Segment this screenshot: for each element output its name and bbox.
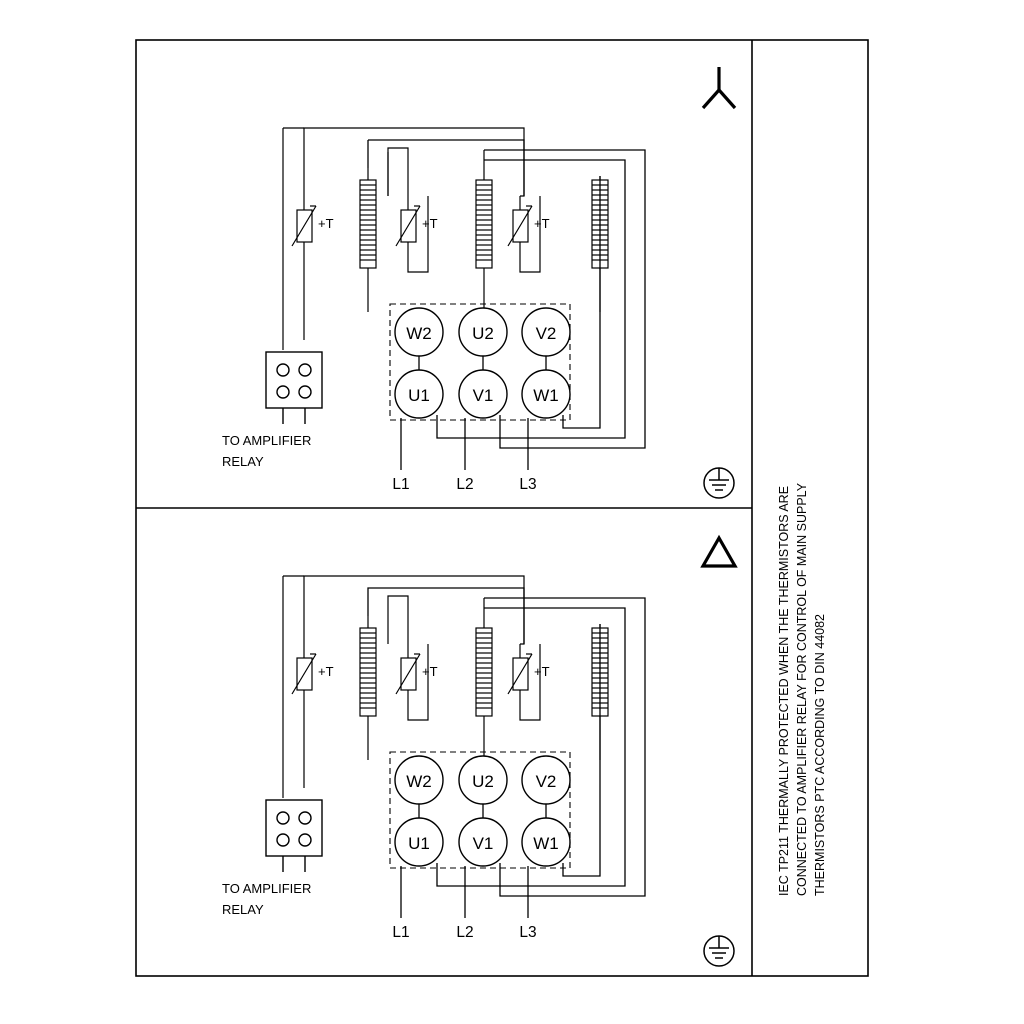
terminal-label-w2: W2: [406, 772, 432, 791]
phase-label-l2: L2: [456, 476, 474, 493]
note-line-3: THERMISTORS PTC ACCORDING TO DIN 44082: [813, 613, 827, 896]
winding-coils: [360, 150, 608, 312]
terminal-label-u1: U1: [408, 834, 430, 853]
wye-symbol: [703, 67, 735, 108]
thermistor-label-1: +T: [318, 664, 334, 679]
thermistor-label-2: +T: [422, 216, 438, 231]
phase-label-l3: L3: [519, 924, 537, 941]
thermistor-label-3: +T: [534, 216, 550, 231]
terminal-label-w1: W1: [533, 386, 559, 405]
earth-ground-icon: [704, 936, 734, 966]
amplifier-terminal-block: [266, 352, 322, 424]
terminal-label-u2: U2: [472, 324, 494, 343]
earth-ground-icon: [704, 468, 734, 498]
terminal-label-u1: U1: [408, 386, 430, 405]
amplifier-label-line1: TO AMPLIFIER: [222, 433, 312, 448]
terminal-label-u2: U2: [472, 772, 494, 791]
terminal-label-w2: W2: [406, 324, 432, 343]
winding-coils: [360, 598, 608, 760]
side-note-block: [777, 482, 827, 896]
phase-label-l1: L1: [392, 924, 410, 941]
phase-label-l3: L3: [519, 476, 537, 493]
terminal-label-v1: V1: [472, 386, 494, 405]
amplifier-terminal-block: [266, 800, 322, 872]
note-line-2: CONNECTED TO AMPLIFIER RELAY FOR CONTROL OF MAIN SUPPLY: [795, 482, 809, 896]
thermistor-label-3: +T: [534, 664, 550, 679]
amplifier-label-line1: TO AMPLIFIER: [222, 881, 312, 896]
panel-delta: [222, 538, 735, 966]
terminal-label-v2: V2: [535, 324, 557, 343]
amplifier-label-line2: RELAY: [222, 902, 264, 917]
terminal-label-v1: V1: [472, 834, 494, 853]
thermistor-label-2: +T: [422, 664, 438, 679]
amplifier-label-line2: RELAY: [222, 454, 264, 469]
panel-star: [222, 67, 735, 498]
terminal-label-v2: V2: [535, 772, 557, 791]
thermistor-label-1: +T: [318, 216, 334, 231]
phase-label-l2: L2: [456, 924, 474, 941]
delta-symbol: [703, 538, 735, 566]
note-line-1: IEC TP211 THERMALLY PROTECTED WHEN THE THERMISTORS ARE: [777, 485, 791, 896]
terminal-label-w1: W1: [533, 834, 559, 853]
phase-label-l1: L1: [392, 476, 410, 493]
